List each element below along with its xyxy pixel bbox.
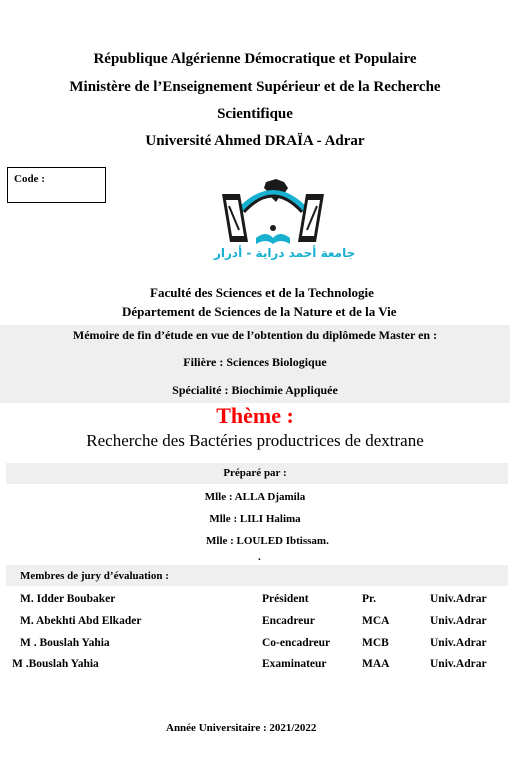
jury-role: Encadreur <box>262 615 315 627</box>
filiere: Filière : Sciences Biologique <box>183 355 327 369</box>
academic-year: Année Universitaire : 2021/2022 <box>166 722 317 734</box>
theme-label: Thème : <box>216 403 294 428</box>
jury-institution: Univ.Adrar <box>430 637 487 649</box>
university-title: Université Ahmed DRAÏA - Adrar <box>145 133 365 149</box>
jury-name: M .Bouslah Yahia <box>12 658 99 670</box>
jury-role: Examinateur <box>262 658 327 670</box>
student-2: Mlle : LILI Halima <box>209 513 301 525</box>
code-label: Code : <box>14 173 45 185</box>
jury-name: M. Abekhti Abd Elkader <box>20 615 142 627</box>
jury-institution: Univ.Adrar <box>430 658 487 670</box>
jury-grade: MCA <box>362 615 390 627</box>
jury-row <box>0 593 510 609</box>
student-1: Mlle : ALLA Djamila <box>204 491 306 503</box>
department-line <box>122 303 397 321</box>
department-name: Département de Sciences de la Nature et de la Vie <box>122 304 397 319</box>
jury-grade: MAA <box>362 658 390 670</box>
university-logo <box>214 172 356 264</box>
prepared-by-label: Préparé par : <box>223 467 287 479</box>
faculty-line <box>150 284 374 302</box>
code-box <box>7 167 106 203</box>
faculty-name: Faculté des Sciences et de la Technologie <box>150 285 374 300</box>
ministry-title-cont: Scientifique <box>217 106 293 122</box>
jury-role: Co-encadreur <box>262 637 331 649</box>
logo-arabic-text: جامعة أحمد دراية - أدرار <box>214 246 356 260</box>
separator-dot: . <box>258 551 261 563</box>
jury-name: M . Bouslah Yahia <box>20 637 110 649</box>
jury-role: Président <box>262 593 309 605</box>
jury-row <box>0 658 510 674</box>
jury-institution: Univ.Adrar <box>430 593 487 605</box>
jury-row <box>0 615 510 631</box>
republic-title: République Algérienne Démocratique et Populaire <box>93 51 417 67</box>
jury-title: Membres de jury d’évaluation : <box>20 570 169 582</box>
jury-grade: MCB <box>362 637 389 649</box>
jury-name: M. Idder Boubaker <box>20 593 116 605</box>
jury-institution: Univ.Adrar <box>430 615 487 627</box>
specialite: Spécialité : Biochimie Appliquée <box>172 383 338 397</box>
student-3: Mlle : LOULED Ibtissam. <box>206 535 329 547</box>
memoire-purpose: Mémoire de fin d’étude en vue de l’obtention du diplômede Master en : <box>72 328 438 342</box>
jury-grade: Pr. <box>362 593 376 605</box>
thesis-title: Recherche des Bactéries productrices de dextrane <box>86 431 424 450</box>
ministry-title: Ministère de l’Enseignement Supérieur et de la Recherche <box>69 79 441 95</box>
jury-row <box>0 637 510 653</box>
